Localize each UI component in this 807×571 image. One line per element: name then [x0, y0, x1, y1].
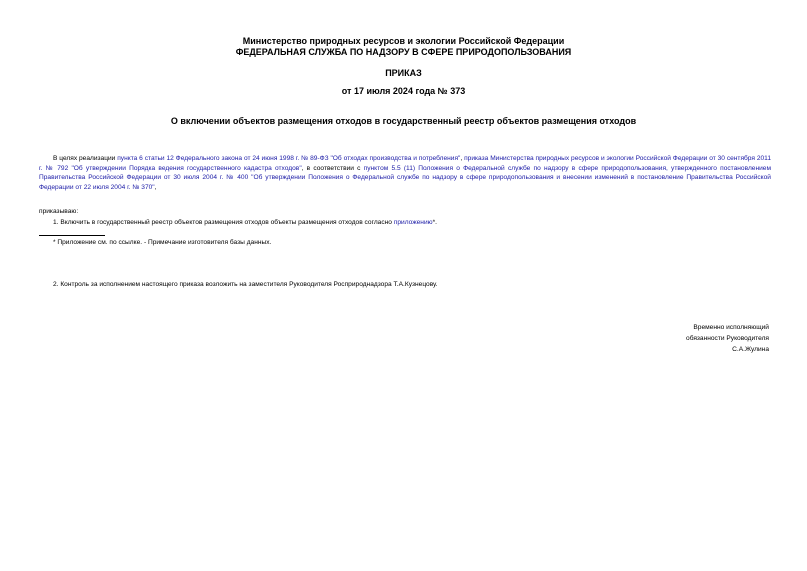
footnote: * Приложение см. по ссылке. - Примечание изготовителя базы данных. — [53, 239, 272, 246]
document-type: ПРИКАЗ — [385, 68, 422, 78]
intro-text-4: , — [154, 183, 157, 191]
ordered-text: приказываю: — [39, 208, 79, 215]
intro-text-1: В целях реализации — [53, 155, 118, 162]
document-date-number: от 17 июля 2024 года № 373 — [341, 86, 466, 96]
appendix-link[interactable]: приложению — [393, 219, 433, 226]
item1-text: 1. Включить в государственный реестр объектов размещения отходов объекты размещения отходов согласно — [53, 219, 394, 226]
regulation-400-link[interactable]: пунктом 5.5 (11) Положения о Федеральной службе по надзору в сфере природопользования, утвержденного постановлением Правительства Российской Федерации от 30 июля 2004 г. № 400 "Об утверждении Положения о Федеральной службе по надзору в сфере природопользования и внесении изменений в постановление Правительства Российской Федерации от 22 июля 2004 г. № 370" — [39, 164, 771, 191]
intro-text-2: , — [460, 155, 465, 162]
order-item-1 — [39, 218, 771, 228]
intro-text-3: , в соответствии с — [301, 164, 364, 172]
order-item-2: 2. Контроль за исполнением настоящего приказа возложить на заместителя Руководителя Росприроднадзора Т.А.Кузнецову. — [53, 281, 438, 288]
ministry-heading: Министерство природных ресурсов и экологии Российской Федерации — [242, 36, 565, 46]
signature-position-1: Временно исполняющий — [693, 324, 769, 331]
signature-name: С.А.Жулина — [732, 346, 769, 353]
item1-suffix: *. — [432, 219, 437, 226]
signature-position-2: обязанности Руководителя — [686, 335, 769, 342]
order-792-link[interactable]: приказа Министерства природных ресурсов и экологии Российской Федерации от 30 сентября 2011 г. № 792 "Об утверждении Порядка ведения государственного кадастра отходов" — [39, 155, 771, 172]
footnote-divider — [39, 235, 105, 236]
service-heading: ФЕДЕРАЛЬНАЯ СЛУЖБА ПО НАДЗОРУ В СФЕРЕ ПРИРОДОПОЛЬЗОВАНИЯ — [235, 47, 572, 57]
document-title: О включении объектов размещения отходов в государственный реестр объектов размещения отходов — [170, 116, 637, 126]
law-89fz-link[interactable]: пункта 6 статьи 12 Федерального закона от 24 июня 1998 г. № 89-ФЗ "Об отходах производства и потребления" — [117, 155, 461, 162]
intro-paragraph — [39, 154, 771, 192]
